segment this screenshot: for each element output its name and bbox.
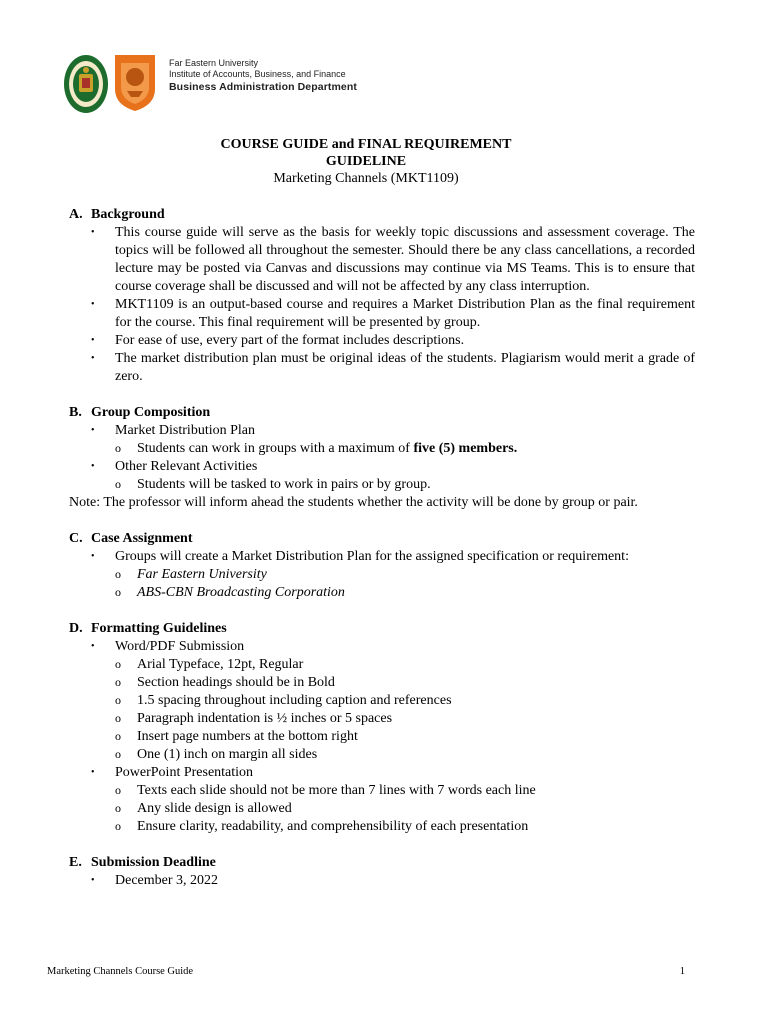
sub-bullet-icon: o	[115, 711, 121, 725]
sub-bullet-icon: o	[115, 657, 121, 671]
bullet-icon: •	[91, 299, 95, 310]
sub-list-item	[115, 656, 695, 674]
section-letter: A.	[69, 207, 83, 222]
sub-list-item	[115, 584, 695, 602]
sub-bullet-icon: o	[115, 675, 121, 689]
section-letter: C.	[69, 531, 83, 546]
list-item-text: Groups will create a Market Distribution Plan for the assigned specification or requirement:	[115, 549, 629, 564]
page-number: 1	[679, 966, 685, 977]
section-heading	[69, 404, 695, 422]
sub-item-text: Insert page numbers at the bottom right	[137, 729, 358, 744]
sub-bullet-icon: o	[115, 819, 121, 833]
list-item	[91, 548, 695, 602]
bullet-icon: •	[91, 335, 95, 346]
sub-item-text: Students can work in groups with a maximum of	[137, 441, 414, 456]
sub-list-item	[115, 782, 695, 800]
sub-list-item	[115, 566, 695, 584]
sub-item-text: 1.5 spacing throughout including caption and references	[137, 693, 452, 708]
page-footer	[47, 966, 685, 977]
list-item	[91, 638, 695, 764]
sub-list-item	[115, 710, 695, 728]
sub-item-text: One (1) inch on margin all sides	[137, 747, 318, 762]
group-note: Note: The professor will inform ahead the students whether the activity will be done by group or pair.	[69, 495, 638, 510]
sub-bullet-icon: o	[115, 693, 121, 707]
sub-bullet-icon: o	[115, 783, 121, 797]
bullet-icon: •	[91, 425, 95, 436]
department-name: Business Administration Department	[169, 81, 357, 93]
list-item	[91, 764, 695, 836]
sub-list-item	[115, 818, 695, 836]
section-heading	[69, 206, 695, 224]
sub-item-text: Any slide design is allowed	[137, 801, 292, 816]
footer-title: Marketing Channels Course Guide	[47, 966, 194, 977]
bullet-icon: •	[91, 875, 95, 886]
sub-bullet-icon: o	[115, 801, 121, 815]
sub-list-item	[115, 746, 695, 764]
sub-list-item	[115, 476, 695, 494]
list-item-text: Market Distribution Plan	[115, 423, 255, 438]
list-item	[91, 872, 695, 890]
list-item	[91, 332, 695, 350]
list-item	[91, 422, 695, 458]
list-item-text: Word/PDF Submission	[115, 639, 245, 654]
list-item-text: MKT1109 is an output-based course and requires a Market Distribution Plan as the final requirement for the course. This final requirement will be presented by group.	[115, 297, 695, 330]
section-letter: E.	[69, 855, 82, 870]
section-letter: D.	[69, 621, 83, 636]
document-title	[0, 136, 732, 187]
list-item	[91, 296, 695, 332]
title-line-2: GUIDELINE	[325, 154, 407, 169]
bullet-icon: •	[91, 353, 95, 364]
org-header	[169, 58, 357, 94]
section-background	[69, 206, 695, 386]
section-title: Group Composition	[91, 405, 211, 420]
sub-item-text: Paragraph indentation is ½ inches or 5 spaces	[137, 711, 393, 726]
sub-list-item	[115, 440, 695, 458]
sub-bullet-icon: o	[115, 477, 121, 491]
institute-name: Institute of Accounts, Business, and Finance	[169, 69, 346, 79]
sub-item-emphasis: five (5) members.	[413, 441, 518, 456]
sub-list-item	[115, 674, 695, 692]
section-heading	[69, 620, 695, 638]
bullet-icon: •	[91, 227, 95, 238]
sub-item-text: Section headings should be in Bold	[137, 675, 335, 690]
section-formatting-guidelines	[69, 620, 695, 836]
section-heading	[69, 854, 695, 872]
case-name: Far Eastern University	[137, 567, 267, 582]
sub-bullet-icon: o	[115, 567, 121, 581]
sub-list-item	[115, 800, 695, 818]
section-group-composition	[69, 404, 695, 512]
bullet-icon: •	[91, 641, 95, 652]
list-item-text: For ease of use, every part of the format includes descriptions.	[115, 333, 465, 348]
bullet-icon: •	[91, 767, 95, 778]
sub-item-text: Texts each slide should not be more than 7 lines with 7 words each line	[137, 783, 536, 798]
university-name: Far Eastern University	[169, 58, 259, 68]
list-item	[91, 350, 695, 386]
sub-item-text: Arial Typeface, 12pt, Regular	[137, 657, 304, 672]
course-subtitle: Marketing Channels (MKT1109)	[273, 171, 459, 186]
sub-item-text: Ensure clarity, readability, and comprehensibility of each presentation	[137, 819, 529, 834]
section-submission-deadline	[69, 854, 695, 890]
section-title: Formatting Guidelines	[91, 621, 227, 636]
document-body	[69, 206, 695, 908]
section-letter: B.	[69, 405, 82, 420]
bullet-icon: •	[91, 461, 95, 472]
section-heading	[69, 530, 695, 548]
sub-list-item	[115, 692, 695, 710]
deadline-date: December 3, 2022	[115, 873, 219, 888]
title-line-1: COURSE GUIDE and FINAL REQUIREMENT	[220, 137, 512, 152]
list-item-text: This course guide will serve as the basis for weekly topic discussions and assessment coverage. The topics will be followed all throughout the semester. Should there be any class cancellations, a recorded lecture may be posted via Canvas and discussions may continue via MS Teams. This is to ensure that course coverage shall be discussed and will not be affected by any class interruption.	[115, 225, 695, 294]
sub-list-item	[115, 728, 695, 746]
list-item-text: PowerPoint Presentation	[115, 765, 254, 780]
section-case-assignment	[69, 530, 695, 602]
list-item-text: Other Relevant Activities	[115, 459, 258, 474]
list-item-text: The market distribution plan must be original ideas of the students. Plagiarism would merit a grade of zero.	[115, 351, 695, 384]
sub-bullet-icon: o	[115, 585, 121, 599]
sub-item-text: Students will be tasked to work in pairs or by group.	[137, 477, 431, 492]
bullet-icon: •	[91, 551, 95, 562]
section-title: Background	[91, 207, 165, 222]
feu-seal-logo	[63, 54, 109, 114]
section-title: Case Assignment	[91, 531, 193, 546]
sub-bullet-icon: o	[115, 747, 121, 761]
section-title: Submission Deadline	[91, 855, 216, 870]
list-item	[91, 224, 695, 296]
case-name: ABS-CBN Broadcasting Corporation	[137, 585, 345, 600]
iabf-shield-logo	[113, 53, 157, 113]
sub-bullet-icon: o	[115, 441, 121, 455]
list-item	[91, 458, 695, 494]
sub-bullet-icon: o	[115, 729, 121, 743]
